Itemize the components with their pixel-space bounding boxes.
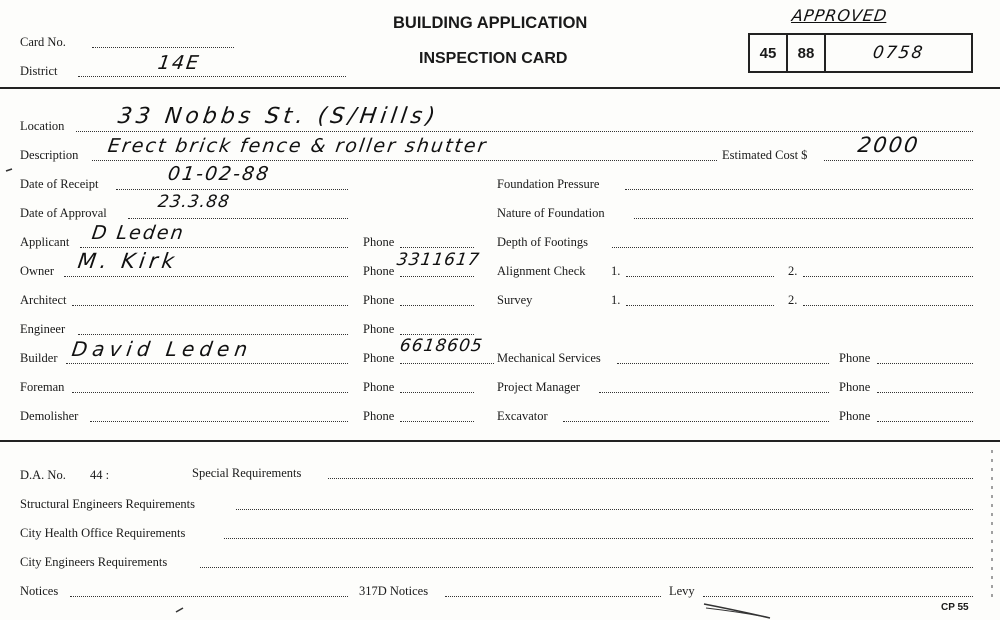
description-label: Description: [20, 148, 79, 162]
estimated-cost-value: 2000: [856, 133, 922, 157]
mechanical-services-phone-label: Phone: [839, 351, 871, 365]
architect-label: Architect: [20, 293, 67, 307]
survey-num-1: 1.: [611, 293, 621, 307]
approved-stamp: APPROVED: [790, 6, 889, 25]
alignment-check-label: Alignment Check: [497, 264, 586, 278]
builder-phone-value: 6618605: [398, 336, 485, 356]
engineer-phone-label: Phone: [363, 322, 395, 336]
foreman-label: Foreman: [20, 380, 65, 394]
depth-of-footings-label: Depth of Footings: [497, 235, 588, 249]
project-manager-label: Project Manager: [497, 380, 580, 394]
survey-label: Survey: [497, 293, 533, 307]
reference-box-2-value: 88: [797, 44, 815, 62]
da-no-label: D.A. No.: [20, 468, 66, 482]
city-health-label: City Health Office Requirements: [20, 526, 186, 540]
project-manager-phone-label: Phone: [839, 380, 871, 394]
mechanical-services-label: Mechanical Services: [497, 351, 601, 365]
reference-box-1-value: 45: [759, 44, 777, 62]
foundation-pressure-label: Foundation Pressure: [497, 177, 600, 191]
builder-label: Builder: [20, 351, 58, 365]
survey-num-2: 2.: [788, 293, 798, 307]
excavator-phone-label: Phone: [839, 409, 871, 423]
location-value: 33 Nobbs St. (S/Hills): [116, 104, 441, 129]
notices-label: Notices: [20, 584, 59, 598]
demolisher-label: Demolisher: [20, 409, 79, 423]
form-subtitle: INSPECTION CARD: [419, 50, 568, 67]
date-of-receipt-label: Date of Receipt: [20, 177, 99, 191]
applicant-phone-label: Phone: [363, 235, 395, 249]
structural-engineers-label: Structural Engineers Requirements: [20, 497, 195, 511]
reference-box-3-value: 0758: [871, 43, 926, 63]
district-value: 14E: [156, 52, 202, 74]
date-of-receipt-value: 01-02-88: [166, 163, 272, 185]
architect-phone-label: Phone: [363, 293, 395, 307]
date-of-approval-value: 23.3.88: [156, 192, 232, 212]
form-title: BUILDING APPLICATION: [393, 14, 588, 32]
builder-phone-label: Phone: [363, 351, 395, 365]
card-no-label: Card No.: [20, 35, 66, 49]
da-no-value: 44 :: [90, 468, 110, 482]
description-value: Erect brick fence & roller shutter: [106, 135, 489, 157]
engineer-label: Engineer: [20, 322, 66, 336]
nature-of-foundation-label: Nature of Foundation: [497, 206, 605, 220]
district-label: District: [20, 64, 58, 78]
owner-phone-label: Phone: [363, 264, 395, 278]
applicant-label: Applicant: [20, 235, 70, 249]
demolisher-phone-label: Phone: [363, 409, 395, 423]
form-code: CP 55: [941, 602, 969, 613]
applicant-value: D Leden: [90, 222, 187, 244]
estimated-cost-label: Estimated Cost $: [722, 148, 808, 162]
city-engineers-label: City Engineers Requirements: [20, 555, 168, 569]
owner-label: Owner: [20, 264, 55, 278]
location-label: Location: [20, 119, 65, 133]
owner-phone-value: 3311617: [395, 250, 482, 270]
excavator-label: Excavator: [497, 409, 548, 423]
317d-notices-label: 317D Notices: [359, 584, 429, 598]
builder-value: David Leden: [70, 337, 254, 361]
owner-value: M. Kirk: [76, 249, 180, 273]
foreman-phone-label: Phone: [363, 380, 395, 394]
alignment-check-num-2: 2.: [788, 264, 798, 278]
special-requirements-label: Special Requirements: [192, 466, 302, 480]
date-of-approval-label: Date of Approval: [20, 206, 107, 220]
levy-label: Levy: [669, 584, 695, 598]
alignment-check-num-1: 1.: [611, 264, 621, 278]
